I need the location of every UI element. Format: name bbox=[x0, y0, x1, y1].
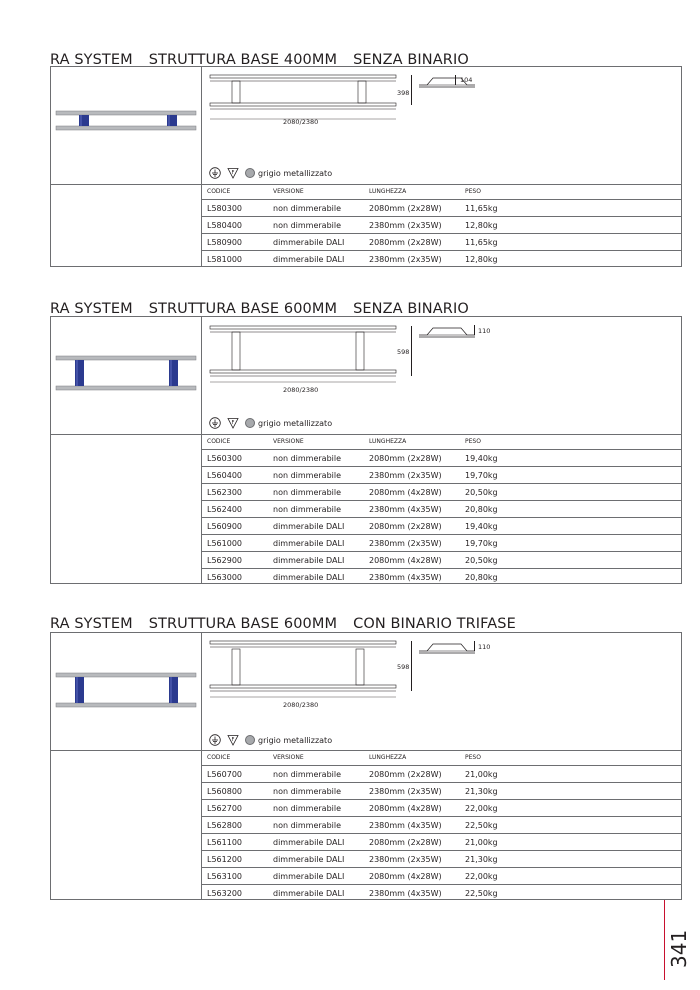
cell-length: 2380mm (4x35W) bbox=[363, 817, 459, 834]
cell-code: L581000 bbox=[201, 251, 267, 268]
cell-code: L560300 bbox=[201, 450, 267, 467]
cell-version: non dimmerabile bbox=[267, 800, 363, 817]
cell-code: L563100 bbox=[201, 868, 267, 885]
cell-code: L561200 bbox=[201, 851, 267, 868]
page-number-rule bbox=[664, 900, 665, 980]
cell-weight: 22,50kg bbox=[459, 885, 681, 902]
table-row bbox=[201, 851, 681, 868]
color-swatch-icon bbox=[245, 168, 255, 178]
cell-code: L562800 bbox=[201, 817, 267, 834]
title-series: RA SYSTEM bbox=[50, 616, 133, 632]
cell-length: 2380mm (4x35W) bbox=[363, 569, 459, 586]
cell-length: 2380mm (2x35W) bbox=[363, 851, 459, 868]
dim-height: 598 bbox=[397, 348, 410, 356]
cell-version: non dimmerabile bbox=[267, 783, 363, 800]
col-header-version: VERSIONE bbox=[273, 188, 304, 195]
cell-length: 2080mm (4x28W) bbox=[363, 800, 459, 817]
col-header-weight: PESO bbox=[465, 188, 481, 195]
technical-drawing bbox=[208, 639, 398, 699]
table-row bbox=[201, 200, 681, 217]
cell-version: dimmerabile DALI bbox=[267, 552, 363, 569]
cell-weight: 19,70kg bbox=[459, 535, 681, 552]
ground-icon bbox=[209, 417, 221, 429]
col-header-version: VERSIONE bbox=[273, 438, 304, 445]
table-row bbox=[201, 501, 681, 518]
cell-weight: 19,40kg bbox=[459, 518, 681, 535]
cell-code: L562700 bbox=[201, 800, 267, 817]
col-header-weight: PESO bbox=[465, 754, 481, 761]
finish-label: grigio metallizzato bbox=[258, 418, 333, 428]
cell-weight: 20,50kg bbox=[459, 484, 681, 501]
cell-length: 2080mm (2x28W) bbox=[363, 200, 459, 217]
cell-code: L580400 bbox=[201, 217, 267, 234]
cell-version: dimmerabile DALI bbox=[267, 569, 363, 586]
cell-version: dimmerabile DALI bbox=[267, 535, 363, 552]
col-header-length: LUNGHEZZA bbox=[369, 754, 407, 761]
cell-weight: 22,50kg bbox=[459, 817, 681, 834]
dim-height: 598 bbox=[397, 663, 410, 671]
cell-version: dimmerabile DALI bbox=[267, 834, 363, 851]
cell-length: 2080mm (4x28W) bbox=[363, 552, 459, 569]
cell-weight: 21,00kg bbox=[459, 834, 681, 851]
profile-drawing bbox=[417, 325, 477, 341]
f-mark-icon bbox=[227, 734, 239, 746]
title-series: RA SYSTEM bbox=[50, 52, 133, 68]
product-section-2 bbox=[50, 301, 683, 593]
icon-row bbox=[209, 166, 332, 180]
cell-version: non dimmerabile bbox=[267, 766, 363, 783]
cell-version: non dimmerabile bbox=[267, 467, 363, 484]
cell-length: 2380mm (2x35W) bbox=[363, 783, 459, 800]
color-swatch-icon bbox=[245, 735, 255, 745]
title-structure: STRUTTURA BASE 600MM bbox=[148, 616, 338, 632]
cell-weight: 22,00kg bbox=[459, 868, 681, 885]
title-series: RA SYSTEM bbox=[50, 301, 133, 317]
cell-version: dimmerabile DALI bbox=[267, 518, 363, 535]
cell-code: L560400 bbox=[201, 467, 267, 484]
cell-length: 2080mm (2x28W) bbox=[363, 766, 459, 783]
cell-weight: 21,00kg bbox=[459, 766, 681, 783]
dim-height-line bbox=[411, 641, 412, 691]
table-row bbox=[201, 552, 681, 569]
cell-version: dimmerabile DALI bbox=[267, 251, 363, 268]
col-header-code: CODICE bbox=[207, 754, 231, 761]
product-section-3 bbox=[50, 616, 683, 906]
cell-code: L560700 bbox=[201, 766, 267, 783]
cell-code: L560900 bbox=[201, 518, 267, 535]
cell-length: 2080mm (2x28W) bbox=[363, 450, 459, 467]
dim-profile: 110 bbox=[478, 643, 491, 651]
svg-text:F: F bbox=[231, 737, 235, 743]
cell-code: L563000 bbox=[201, 569, 267, 586]
svg-text:F: F bbox=[231, 170, 235, 176]
cell-length: 2080mm (4x28W) bbox=[363, 868, 459, 885]
col-header-code: CODICE bbox=[207, 438, 231, 445]
title-structure: STRUTTURA BASE 400MM bbox=[148, 52, 338, 68]
table-row bbox=[201, 817, 681, 834]
cell-length: 2380mm (4x35W) bbox=[363, 885, 459, 902]
product-section-1 bbox=[50, 52, 683, 272]
col-header-version: VERSIONE bbox=[273, 754, 304, 761]
cell-length: 2080mm (4x28W) bbox=[363, 484, 459, 501]
cell-weight: 12,80kg bbox=[459, 251, 681, 268]
col-header-weight: PESO bbox=[465, 438, 481, 445]
cell-code: L562300 bbox=[201, 484, 267, 501]
cell-weight: 21,30kg bbox=[459, 851, 681, 868]
dim-length: 2080/2380 bbox=[283, 701, 319, 709]
table-row bbox=[201, 868, 681, 885]
ground-icon bbox=[209, 734, 221, 746]
table-row bbox=[201, 484, 681, 501]
cell-code: L562900 bbox=[201, 552, 267, 569]
product-photo bbox=[55, 352, 197, 394]
dim-profile: 104 bbox=[460, 76, 473, 84]
table-row bbox=[201, 450, 681, 467]
cell-version: dimmerabile DALI bbox=[267, 851, 363, 868]
profile-dim-line bbox=[474, 641, 475, 651]
dim-height: 398 bbox=[397, 89, 410, 97]
f-mark-icon bbox=[227, 417, 239, 429]
title-variant: SENZA BINARIO bbox=[353, 301, 469, 317]
table-row bbox=[201, 800, 681, 817]
technical-drawing bbox=[208, 324, 398, 384]
cell-weight: 20,50kg bbox=[459, 552, 681, 569]
cell-weight: 19,70kg bbox=[459, 467, 681, 484]
finish-label: grigio metallizzato bbox=[258, 735, 333, 745]
cell-code: L580300 bbox=[201, 200, 267, 217]
cell-version: non dimmerabile bbox=[267, 450, 363, 467]
cell-length: 2380mm (2x35W) bbox=[363, 251, 459, 268]
dim-height-line bbox=[411, 326, 412, 376]
cell-version: dimmerabile DALI bbox=[267, 868, 363, 885]
icon-row bbox=[209, 733, 332, 747]
cell-code: L561100 bbox=[201, 834, 267, 851]
profile-drawing bbox=[417, 641, 477, 657]
table-row bbox=[201, 535, 681, 552]
cell-code: L561000 bbox=[201, 535, 267, 552]
dim-height-line bbox=[411, 75, 412, 105]
profile-dim-line bbox=[474, 325, 475, 335]
cell-weight: 21,30kg bbox=[459, 783, 681, 800]
cell-version: non dimmerabile bbox=[267, 217, 363, 234]
section-title bbox=[50, 301, 469, 317]
cell-code: L560800 bbox=[201, 783, 267, 800]
table-row bbox=[201, 251, 681, 268]
profile-dim-line bbox=[455, 75, 456, 85]
cell-length: 2080mm (2x28W) bbox=[363, 518, 459, 535]
page-number: 341 bbox=[667, 929, 691, 968]
dim-length: 2080/2380 bbox=[283, 118, 319, 126]
title-variant: SENZA BINARIO bbox=[353, 52, 469, 68]
cell-code: L580900 bbox=[201, 234, 267, 251]
cell-version: dimmerabile DALI bbox=[267, 234, 363, 251]
cell-length: 2380mm (2x35W) bbox=[363, 535, 459, 552]
table-row bbox=[201, 518, 681, 535]
cell-weight: 11,65kg bbox=[459, 200, 681, 217]
icon-row bbox=[209, 416, 332, 430]
cell-weight: 20,80kg bbox=[459, 501, 681, 518]
cell-code: L563200 bbox=[201, 885, 267, 902]
title-variant: CON BINARIO TRIFASE bbox=[353, 616, 516, 632]
svg-text:F: F bbox=[231, 420, 235, 426]
cell-version: non dimmerabile bbox=[267, 817, 363, 834]
table-row bbox=[201, 885, 681, 902]
cell-weight: 20,80kg bbox=[459, 569, 681, 586]
cell-weight: 19,40kg bbox=[459, 450, 681, 467]
cell-version: non dimmerabile bbox=[267, 484, 363, 501]
table-row bbox=[201, 467, 681, 484]
section-title bbox=[50, 616, 516, 632]
table-row bbox=[201, 217, 681, 234]
cell-weight: 12,80kg bbox=[459, 217, 681, 234]
spec-table bbox=[201, 184, 681, 267]
cell-weight: 22,00kg bbox=[459, 800, 681, 817]
table-row bbox=[201, 234, 681, 251]
ground-icon bbox=[209, 167, 221, 179]
col-header-length: LUNGHEZZA bbox=[369, 188, 407, 195]
table-row bbox=[201, 783, 681, 800]
table-row bbox=[201, 834, 681, 851]
cell-version: non dimmerabile bbox=[267, 501, 363, 518]
finish-label: grigio metallizzato bbox=[258, 168, 333, 178]
cell-length: 2380mm (4x35W) bbox=[363, 501, 459, 518]
col-header-length: LUNGHEZZA bbox=[369, 438, 407, 445]
cell-length: 2380mm (2x35W) bbox=[363, 467, 459, 484]
dim-profile: 110 bbox=[478, 327, 491, 335]
cell-code: L562400 bbox=[201, 501, 267, 518]
table-row bbox=[201, 766, 681, 783]
title-structure: STRUTTURA BASE 600MM bbox=[148, 301, 338, 317]
dim-length: 2080/2380 bbox=[283, 386, 319, 394]
product-photo bbox=[55, 103, 197, 143]
table-row bbox=[201, 569, 681, 586]
col-header-code: CODICE bbox=[207, 188, 231, 195]
product-photo bbox=[55, 669, 197, 711]
cell-version: non dimmerabile bbox=[267, 200, 363, 217]
spec-table bbox=[201, 750, 681, 901]
color-swatch-icon bbox=[245, 418, 255, 428]
f-mark-icon bbox=[227, 167, 239, 179]
cell-length: 2080mm (2x28W) bbox=[363, 834, 459, 851]
cell-weight: 11,65kg bbox=[459, 234, 681, 251]
cell-length: 2080mm (2x28W) bbox=[363, 234, 459, 251]
spec-table bbox=[201, 434, 681, 585]
cell-length: 2380mm (2x35W) bbox=[363, 217, 459, 234]
cell-version: dimmerabile DALI bbox=[267, 885, 363, 902]
